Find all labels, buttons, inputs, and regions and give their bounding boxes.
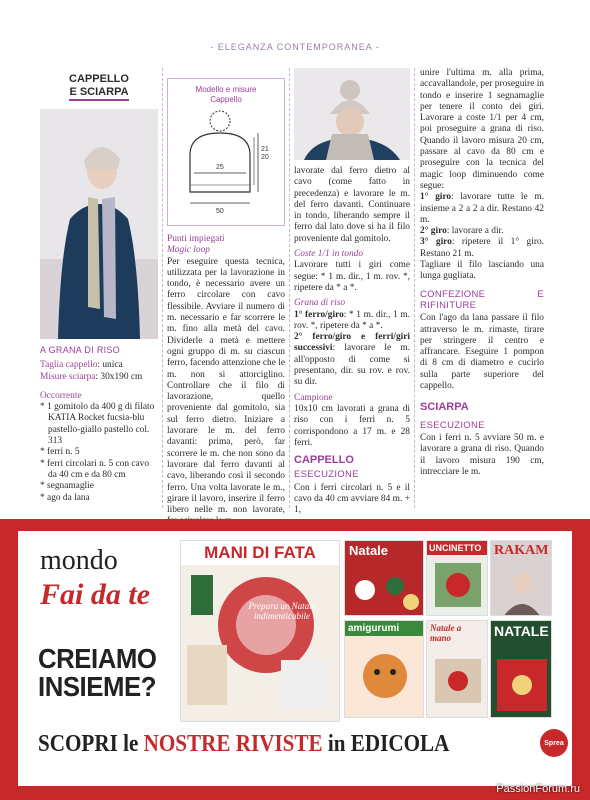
scopri-part-1: SCOPRI le [38, 731, 144, 757]
magazine-title: NATALE [494, 623, 549, 639]
magic-loop-heading: Magic loop [167, 245, 210, 256]
size-info [40, 360, 158, 383]
sciarpa-text: Con i ferri n. 5 avviare 50 m. e lavorare a grana di riso. Quando il lavoro misura 190 cm, intrecciare le m. [420, 432, 544, 477]
hat-diagram-box [167, 78, 285, 226]
column-2 [167, 68, 285, 528]
cappello-text-cont: unire l'ultima m. alla prima, accavallandole, per proseguire in tondo e inserire 1 segnamaglie per tenere il conto dei giri. Lavorare a coste 1/1 per 4 cm, poi proseguire a grana di riso. Quando il lavoro misura 20 cm, passare al cavo da 80 cm e proseguire con la tecnica del magic loop diminuendo come segue: [420, 68, 544, 191]
section-header: - ELEGANZA CONTEMPORANEA - [210, 42, 380, 52]
grana-row-1-text: : * 1 m. dir., 1 m. rov. *, ripetere da * a *. [294, 309, 410, 331]
size-hat-value: : unica [97, 360, 123, 371]
round-3-label: 3° giro [420, 237, 452, 248]
scopri-part-3: in EDICOLA [322, 731, 450, 757]
confezione-text: Con l'ago da lana passare il filo attraverso le m. rimaste, tirare per stringere il centro e affrancare. Eseguire 1 pompon di 8 cm di diametro e cucirlo sulla parte superiore del cappello. [420, 313, 544, 392]
material-item: * ferri n. 5 [40, 447, 80, 458]
magazine-rakam[interactable] [490, 540, 552, 616]
esecuzione-heading: ESECUZIONE [294, 469, 359, 481]
cut-text: Tagliare il filo lasciando una lunga gugliata. [420, 260, 544, 282]
magazine-title: Natale a mano [430, 623, 462, 643]
scarf-photo [294, 68, 410, 160]
coste-text: Lavorare tutti i giri come segue: * 1 m. dir., 1 m. rov. *, ripetere da * a *. [294, 260, 410, 293]
grana-row-1-label: 1° ferro/giro [294, 309, 344, 320]
magazine-title: MANI DI FATA [181, 541, 339, 565]
grana-row-2 [294, 332, 410, 388]
banner-mondo: mondo [40, 545, 118, 576]
round-2 [420, 226, 544, 237]
watermark: PassionForum.ru [496, 783, 580, 795]
campione-heading: Campione [294, 392, 333, 403]
material-item: * ferri circolari n. 5 con cavo da 40 cm e da 80 cm [40, 458, 150, 480]
material-item: * ago da lana [40, 492, 90, 503]
title-line-2: E SCIARPA [69, 86, 128, 101]
magazine-natale-2[interactable] [490, 620, 552, 718]
model-photo [40, 109, 158, 339]
material-item: * 1 gomitolo da 400 g di filato KATIA Rocket fucsia-blu pastello-giallo pastello col. 313 [40, 402, 155, 447]
sciarpa-heading: SCIARPA [420, 401, 469, 414]
size-scarf-value: : 30x190 cm [95, 371, 143, 382]
magazine-title: UNCINETTO [427, 541, 487, 555]
hat-diagram [168, 107, 284, 225]
column-divider [289, 68, 290, 508]
column-3 [294, 68, 410, 517]
magazine-natale-a-mano[interactable] [426, 620, 488, 718]
round-1-label: 1° giro [420, 192, 452, 203]
magazine-subtitle: Prepara un Natale indimenticabile [248, 601, 316, 621]
title-line-1: CAPPELLO [69, 73, 129, 85]
column-divider [414, 68, 415, 508]
scopri-part-2: NOSTRE RIVISTE [143, 731, 323, 757]
magazine-title: RAKAM [494, 543, 549, 558]
magic-loop-text-cont: lavorate dal ferro dietro al cavo (come fatto in precedenza) e lavorare le m. del ferro davanti. Continuare in tondo, liberando sempre il ferro dal lato dove si ha il filo proveniente dal gomitolo. [294, 166, 410, 244]
grana-heading: Grana di riso [294, 298, 346, 309]
materials-list [40, 402, 158, 504]
campione-text: 10x10 cm lavorati a grana di riso con i ferri n. 5 corrispondono a 17 m. e 28 ferri. [294, 403, 410, 448]
size-scarf-label: Misure sciarpa [40, 371, 96, 382]
round-2-text: : lavorare a dir. [446, 226, 504, 237]
punti-heading: Punti impiegati [167, 234, 225, 244]
creiamo-line-2: INSIEME? [38, 671, 156, 702]
banner-scopri [38, 731, 449, 758]
diagram-caption [168, 85, 284, 105]
coste-heading: Coste 1/1 in tondo [294, 249, 364, 260]
round-1-text: : lavorare tutte le m. insieme a 2 a 2 a dir. Restano 42 m. [420, 192, 544, 225]
round-3 [420, 237, 544, 260]
magazine-uncinetto[interactable] [426, 540, 488, 616]
sprea-logo: Sprea [540, 729, 568, 757]
size-hat-label: Taglia cappello [40, 360, 98, 371]
diagram-caption-line-2: Cappello [210, 95, 242, 104]
banner-creiamo [38, 645, 156, 701]
article-title [40, 73, 158, 101]
creiamo-line-1: CREIAMO [38, 643, 157, 674]
column-divider [162, 68, 163, 508]
banner-fai-da-te: Fai da te [40, 578, 150, 611]
magazine-title: amigurumi [345, 621, 423, 636]
round-1 [420, 192, 544, 226]
column-4 [420, 68, 544, 478]
round-2-label: 2° giro [420, 226, 447, 237]
materials-heading: Occorrente [40, 390, 82, 401]
dim-25: 25 [216, 164, 224, 171]
dim-21: 21 [261, 146, 269, 153]
grana-row-2-text: : lavorare le m. all'opposto di come si presentano, dir. su rov. e rov. su dir. [294, 343, 410, 388]
material-item: * segnamaglie [40, 481, 94, 492]
grana-row-1 [294, 310, 410, 333]
cappello-heading: CAPPELLO [294, 454, 354, 467]
confezione-heading: CONFEZIONE E RIFINITURE [420, 288, 544, 311]
magazine-title: Natale [349, 543, 389, 558]
magazine-amigurumi[interactable] [344, 620, 424, 718]
column-1 [40, 68, 158, 504]
esecuzione-text: Con i ferri circolari n. 5 e il cavo da 40 cm avviare 84 m. + 1, [294, 482, 410, 516]
grana-row-2-label: 2° ferro/giro e ferri/giri successivi [294, 332, 410, 354]
stitch-label: A GRANA DI RISO [40, 345, 121, 355]
esecuzione-heading-2: ESECUZIONE [420, 419, 485, 431]
magazine-mani-di-fata[interactable] [180, 540, 340, 722]
round-3-text: : ripetere il 1° giro. Restano 21 m. [420, 237, 544, 259]
magazine-natale[interactable] [344, 540, 424, 616]
diagram-caption-line-1: Modello e misure [195, 85, 257, 94]
magic-loop-text: Per eseguire questa tecnica, utilizzata per la lavorazione in tondo, è necessario avere un ferro circolare con cavo flessibile. Avviare il numero di m. necessario e far scorrere le m. fino alla metà del cavo. Dividerle a metà e mettere ogni gruppo di m. su ciascun ferro, facendo attenzione che le m. non si attorciglino. Controllare che il filo di lavorazione, quello proveniente dal gomitolo, sia sul ferro dietro. Iniziare a lavorare le m. del ferro davanti: prima, però, far scorrere le m. che non sono da lavorare dal ferro davanti al cavo, liberando così il secondo ferro. Una volta lavorate le m., girare il lavoro, inserire il ferro libero nelle m. non lavorate, [167, 256, 285, 516]
dim-20: 20 [261, 154, 269, 161]
dim-50: 50 [216, 208, 224, 215]
